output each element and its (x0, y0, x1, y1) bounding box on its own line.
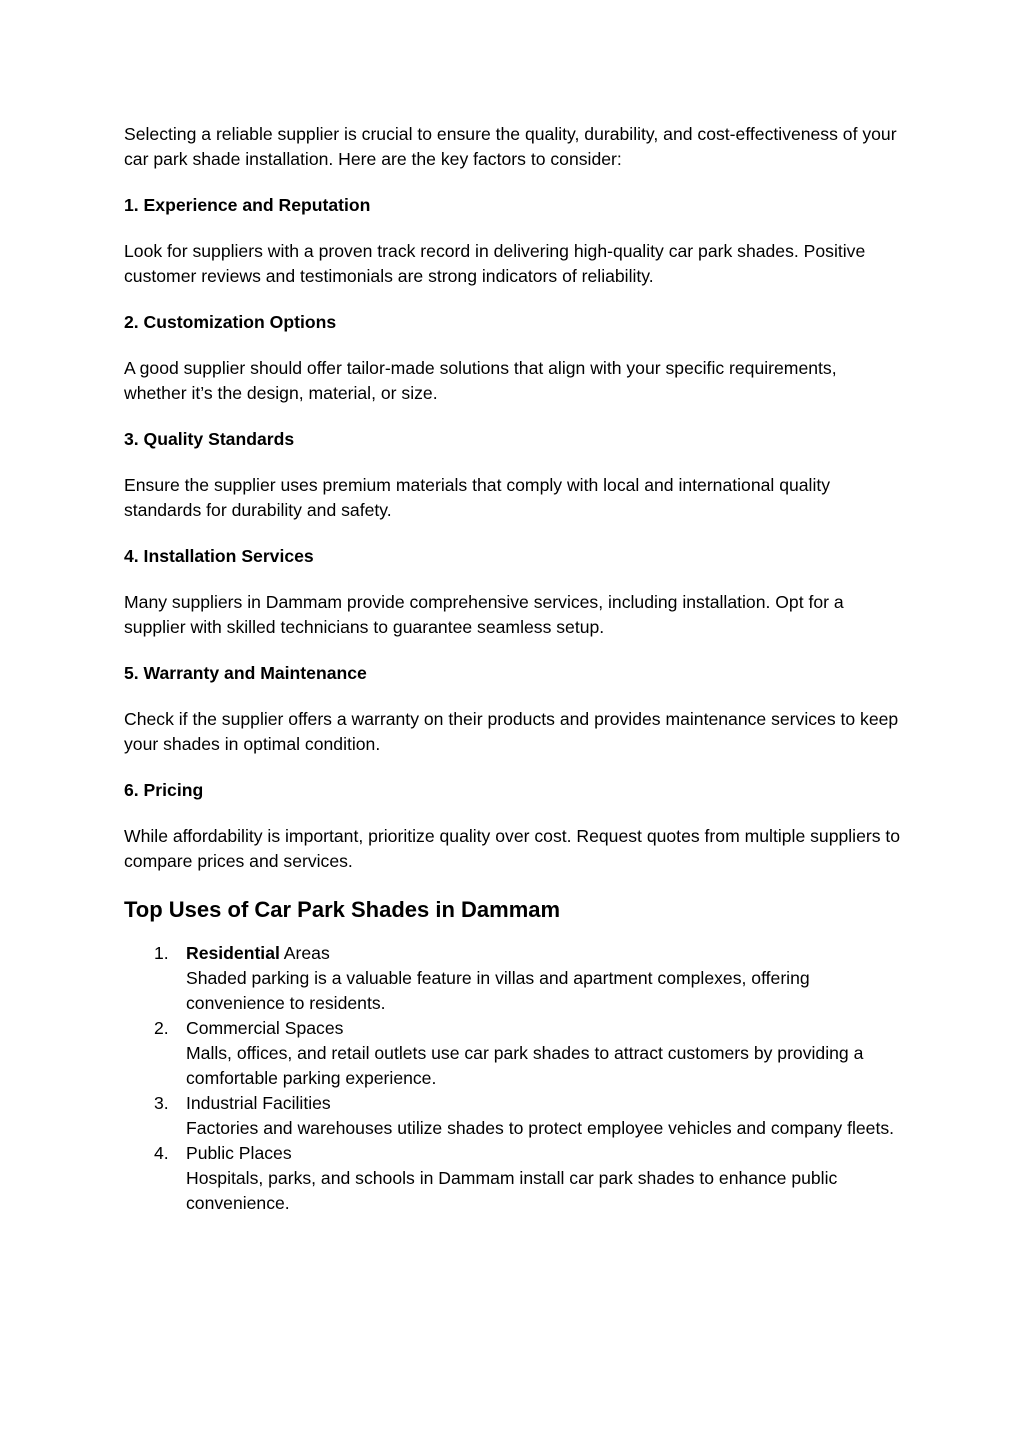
factor-text-quality: Ensure the supplier uses premium materials that comply with local and international quality standards for durability and safety. (124, 475, 831, 520)
list-item-title (186, 1093, 331, 1113)
list-item-title-rest: Industrial Facilities (186, 1093, 331, 1113)
factor-heading-installation: 4. Installation Services (124, 546, 314, 566)
intro-paragraph: Selecting a reliable supplier is crucial to ensure the quality, durability, and cost-effectiveness of your car park shade installation. Here are the key factors to consider: (124, 124, 897, 169)
list-item-title (186, 1018, 343, 1038)
factor-heading-pricing: 6. Pricing (124, 780, 204, 800)
list-item (124, 1016, 904, 1091)
uses-list (124, 941, 904, 1216)
list-item-title (186, 1143, 292, 1163)
factor-text-installation: Many suppliers in Dammam provide comprehensive services, including installation. Opt for a supplier with skilled technicians to guarantee seamless setup. (124, 592, 844, 637)
list-item-description: Malls, offices, and retail outlets use car park shades to attract customers by providing a comfortable parking experience. (186, 1043, 864, 1088)
list-item-title-rest: Areas (279, 943, 330, 963)
factor-text-warranty: Check if the supplier offers a warranty on their products and provides maintenance services to keep your shades in optimal condition. (124, 709, 899, 754)
factor-text-pricing: While affordability is important, prioritize quality over cost. Request quotes from multiple suppliers to compare prices and services. (124, 826, 901, 871)
list-number: 4. (154, 1143, 169, 1163)
list-item-title-rest: Public Places (186, 1143, 292, 1163)
factor-heading-warranty: 5. Warranty and Maintenance (124, 663, 367, 683)
factor-heading-experience: 1. Experience and Reputation (124, 195, 371, 215)
list-item-description: Shaded parking is a valuable feature in villas and apartment complexes, offering convenience to residents. (186, 968, 810, 1013)
list-item-title-rest: Commercial Spaces (186, 1018, 344, 1038)
document-page (124, 122, 904, 1216)
factor-text-customization: A good supplier should offer tailor-made solutions that align with your specific requirements, whether it’s the design, material, or size. (124, 358, 837, 403)
uses-heading: Top Uses of Car Park Shades in Dammam (124, 897, 561, 922)
list-item-title (186, 943, 330, 963)
list-number: 2. (154, 1018, 169, 1038)
list-item (124, 1141, 904, 1216)
list-item-description: Factories and warehouses utilize shades to protect employee vehicles and company fleets. (186, 1118, 895, 1138)
factor-heading-customization: 2. Customization Options (124, 312, 337, 332)
factor-text-experience: Look for suppliers with a proven track record in delivering high-quality car park shades. Positive customer reviews and testimonials are strong indicators of reliability. (124, 241, 866, 286)
list-item-title-bold: Residential (186, 943, 280, 963)
list-number: 3. (154, 1093, 169, 1113)
list-item (124, 1091, 904, 1141)
list-item (124, 941, 904, 1016)
list-item-description: Hospitals, parks, and schools in Dammam install car park shades to enhance public convenience. (186, 1168, 838, 1213)
factor-heading-quality: 3. Quality Standards (124, 429, 295, 449)
list-number: 1. (154, 943, 169, 963)
